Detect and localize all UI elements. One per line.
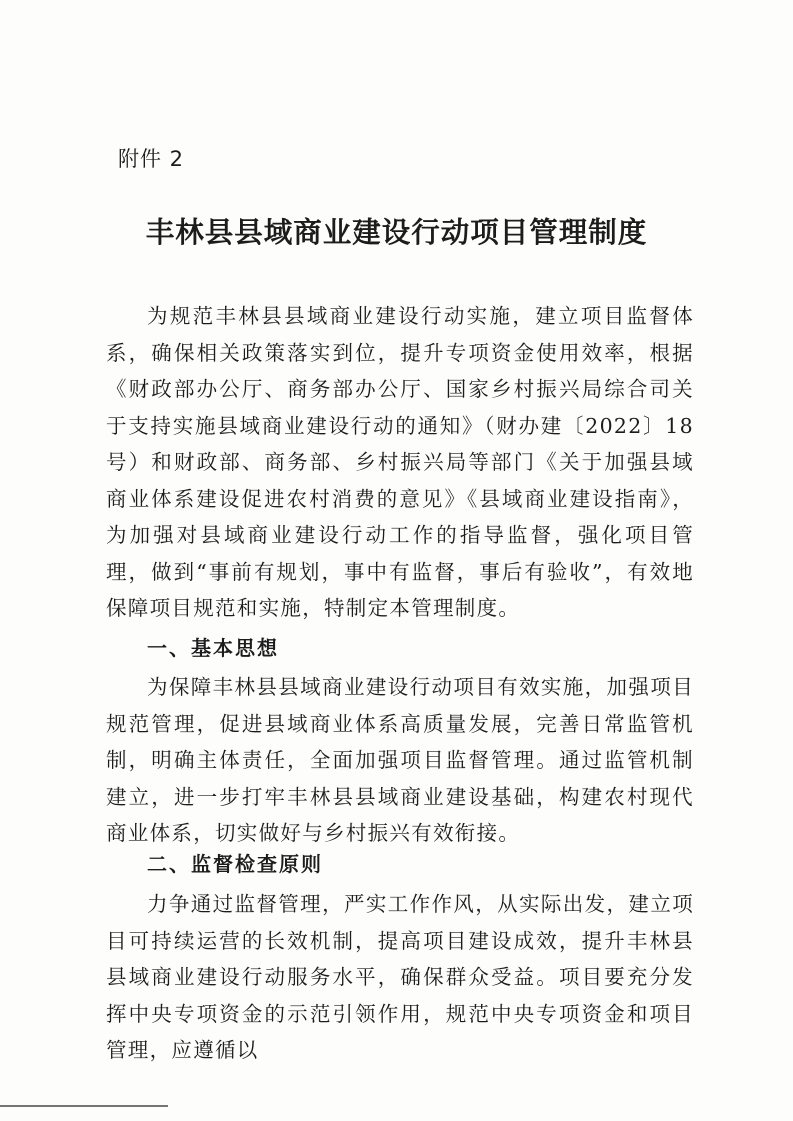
attachment-label: 附件 2 bbox=[118, 147, 185, 171]
section-paragraph-basic-idea: 为保障丰林县县域商业建设行动项目有效实施，加强项目规范管理，促进县域商业体系高质量发展，完善日常监管机制，明确主体责任，全面加强项目监督管理。通过监管机制建立，进一步打牢丰林县县域商业建设基础，构建农村现代商业体系，切实做好与乡村振兴有效衔接。 bbox=[106, 675, 694, 845]
document-title: 丰林县县域商业建设行动项目管理制度 bbox=[145, 215, 648, 249]
section-heading-supervision-principles: 二、监督检查原则 bbox=[147, 852, 323, 876]
section-paragraph-supervision-principles: 力争通过监督管理，严实工作作风，从实际出发，建立项目可持续运营的长效机制，提高项目建设成效，提升丰林县县域商业建设行动服务水平，确保群众受益。项目要充分发挥中央专项资金的示范引领作用，规范中央专项资金和项目管理，应遵循以 bbox=[106, 892, 694, 1062]
intro-paragraph: 为规范丰林县县域商业建设行动实施，建立项目监督体系，确保相关政策落实到位，提升专项资金使用效率，根据《财政部办公厅、商务部办公厅、国家乡村振兴局综合司关于支持实施县域商业建设行动的通知》（财办建〔2022〕18号）和财政部、商务部、乡村振兴局等部门《关于加强县域商业体系建设促进农村消费的意见》《县域商业建设指南》，为加强对县域商业建设行动工作的指导监督，强化项目管理，做到“事前有规划，事中有监督，事后有验收”，有效地保障项目规范和实施，特制定本管理制度。 bbox=[106, 304, 694, 620]
section-heading-basic-idea: 一、基本思想 bbox=[147, 636, 279, 660]
scan-edge-line bbox=[0, 1105, 168, 1107]
